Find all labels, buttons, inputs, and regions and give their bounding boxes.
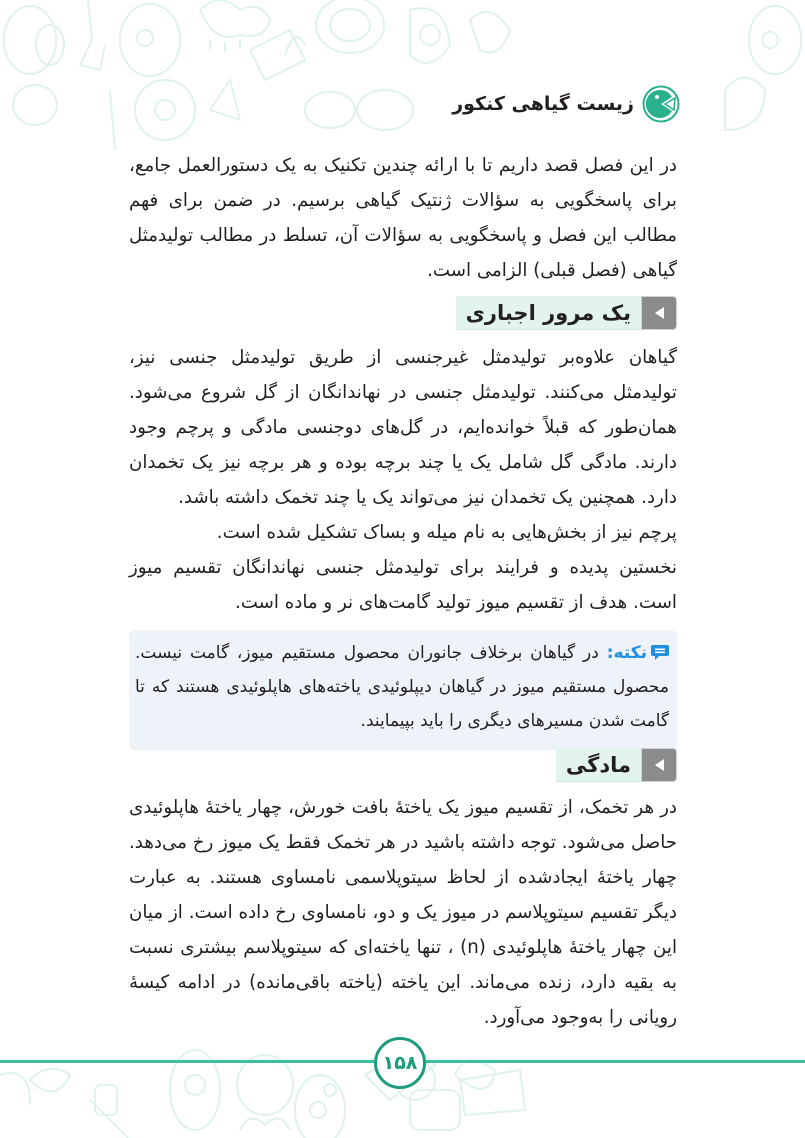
header-title: زیست گیاهی کنکور bbox=[452, 93, 634, 115]
section-heading-pistil bbox=[556, 748, 677, 782]
intro-paragraph-block bbox=[129, 148, 677, 288]
intro-paragraph: در این فصل قصد داریم تا با ارائه چندین تکنیک به یک دستورالعمل جامع، برای پاسخگویی به سؤالات ژنتیک گیاهی برسیم. در ضمن برای فهم مطالب این فصل و پاسخگویی به سؤالات آن، تسلط در مطالب تولیدمثل گیاهی (فصل قبلی) الزامی است. bbox=[129, 155, 677, 281]
section-heading-review bbox=[456, 296, 677, 330]
section2-body bbox=[129, 790, 677, 1035]
page-header bbox=[452, 84, 680, 124]
triangle-left-icon bbox=[641, 748, 677, 782]
section2-paragraph: در هر تخمک، از تقسیم میوز یک یاختهٔ بافت خورش، چهار یاختهٔ هاپلوئیدی حاصل می‌شود. توجه داشته باشید در هر تخمک فقط یک میوز رخ می‌دهد. چهار یاختهٔ ایجادشده از لحاظ سیتوپلاسمی نامساوی هستند. به عبارت دیگر تقسیم سیتوپلاسم در میوز یک و دو، نامساوی رخ داده است. از میان این چهار یاختهٔ هاپلوئیدی (n) ، تنها یاخته‌ای که سیتوپلاسم بیشتری نسبت به بقیه دارد، زنده می‌ماند. این یاخته (یاخته باقی‌مانده) در ادامه کیسهٔ رویانی را به‌وجود می‌آورد. bbox=[129, 797, 677, 1028]
note-box bbox=[129, 630, 677, 750]
pacman-logo-icon bbox=[642, 85, 680, 123]
section1-body bbox=[129, 340, 677, 620]
speech-bubble-icon bbox=[651, 645, 669, 660]
section1-paragraph: گیاهان علاوه‌بر تولیدمثل غیرجنسی از طریق تولیدمثل جنسی نیز، تولیدمثل می‌کنند. تولیدمثل جنسی در نهاندانگان از گل شروع می‌شود. همان‌طور که قبلاً خوانده‌ایم، در گل‌های دوجنسی مادگی و پرچم وجود دارند. مادگی گل شامل یک یا چند برچه بوده و هر برچه نیز یک تخمدان دارد. همچنین یک تخمدان نیز می‌تواند یک یا چند تخمک داشته باشد. bbox=[129, 347, 677, 508]
section1-paragraph: نخستین پدیده و فرایند برای تولیدمثل جنسی نهاندانگان تقسیم میوز است. هدف از تقسیم میوز تولید گامت‌های نر و ماده است. bbox=[129, 557, 677, 613]
section1-paragraph: پرچم نیز از بخش‌هایی به نام میله و بساک تشکیل شده است. bbox=[216, 522, 677, 543]
note-text: در گیاهان برخلاف جانوران محصول مستقیم میوز، گامت نیست. محصول مستقیم میوز در گیاهان دیپلوئیدی یاخته‌های هاپلوئیدی هستند که تا گامت شدن مسیرهای دیگری را باید بپیمایند. bbox=[135, 643, 669, 731]
page-number: ۱۵۸ bbox=[374, 1037, 426, 1089]
note-label: نکته: bbox=[606, 643, 648, 663]
section-title: مادگی bbox=[556, 748, 641, 782]
section-title: یک مرور اجباری bbox=[456, 296, 641, 330]
triangle-left-icon bbox=[641, 296, 677, 330]
